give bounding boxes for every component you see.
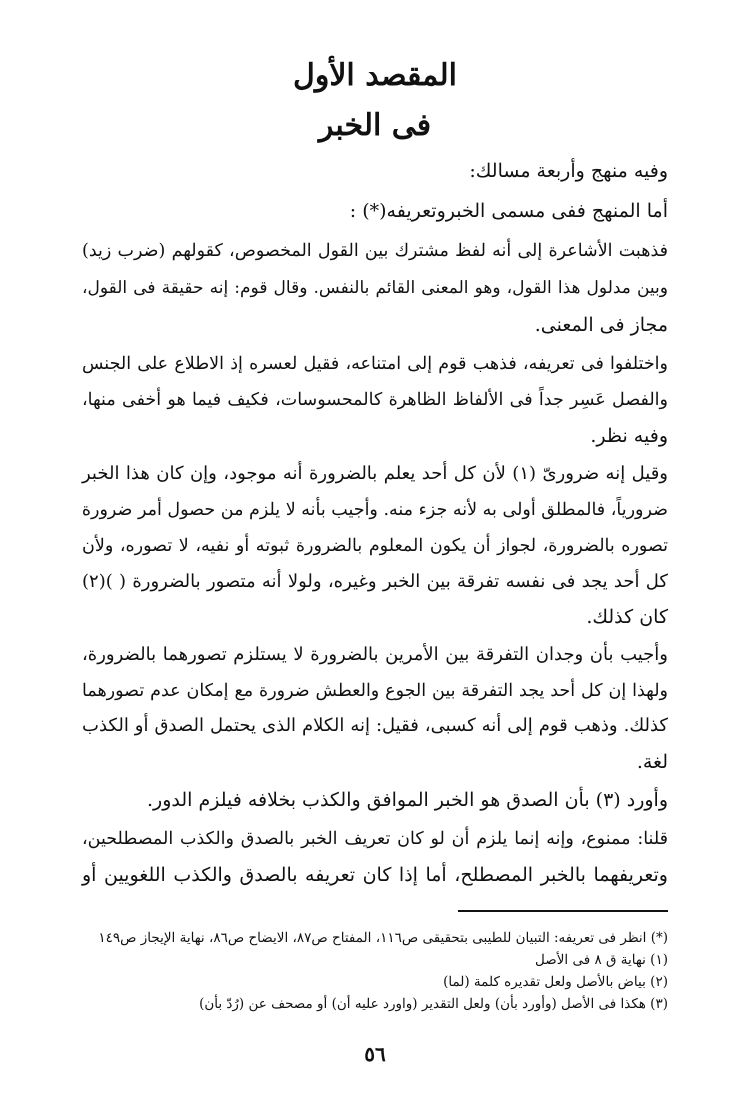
text-line: وفيه منهج وأربعة مسالك:	[469, 160, 668, 182]
text-line: وقيل إنه ضرورىّ (١) لأن كل أحد يعلم بالضرورة أنه موجود، وإن كان هذا الخبر	[82, 463, 668, 484]
footnote: (٣) هكذا فى الأصل (وأورد بأن) ولعل التقدير (واورد عليه أن) أو مصحف عن (رُدّ بأن)	[199, 996, 668, 1012]
chapter-subtitle: فى الخبر	[318, 108, 432, 143]
text-line: وأورد (٣) بأن الصدق هو الخبر الموافق والكذب بخلافه فيلزم الدور.	[147, 789, 668, 811]
footnote: (*) انظر فى تعريفه: التبيان للطيبى بتحقيقى ص١١٦، المفتاح ص٨٧، الايضاح ص٨٦، نهاية الإيجاز ص١٤٩	[98, 930, 668, 946]
footnote: (٢) بياض بالأصل ولعل تقديره كلمة (لما)	[443, 974, 668, 990]
text-line: ضرورياً، فالمطلق أولى به لأنه جزء منه. وأجيب بأنه لا يلزم من حصول أمر ضرورة	[81, 500, 668, 520]
text-line: أما المنهج ففى مسمى الخبروتعريفه(*) :	[349, 200, 668, 222]
text-line: كان كذلك.	[586, 606, 668, 628]
page-number: ٥٦	[364, 1042, 386, 1066]
chapter-title: المقصد الأول	[293, 58, 457, 93]
text-line: وأجيب بأن وجدان التفرقة بين الأمرين بالضرورة لا يستلزم تصورهما بالضرورة،	[82, 644, 668, 665]
text-line: كل أحد يجد فى نفسه تفرقة بين الخبر وغيره، ولولا أنه متصور بالضرورة ( )(٢)	[82, 571, 668, 592]
text-line: كذلك. وذهب قوم إلى أنه كسبى، فقيل: إنه الكلام الذى يحتمل الصدق أو الكذب	[82, 715, 668, 736]
text-line: مجاز فى المعنى.	[534, 314, 668, 336]
text-line: لغة.	[636, 751, 668, 773]
text-line: وبين مدلول هذا القول، وهو المعنى القائم بالنفس. وقال قوم: إنه حقيقة فى القول،	[82, 278, 668, 298]
text-line: ولهذا إن كل أحد يجد التفرقة بين الجوع والعطش ضرورة مع إمكان عدم تصورهما	[82, 681, 668, 701]
text-line: وتعريفهما بالخبر المصطلح، أما إذا كان تعريفه بالصدق والكذب اللغويين أو	[82, 864, 668, 886]
text-line: قلنا: ممنوع، وإنه إنما يلزم أن لو كان تعريف الخبر بالصدق والكذب المصطلحين،	[82, 829, 668, 849]
text-line: تصوره بالضرورة، لجواز أن يكون المعلوم بالضرورة ثبوته أو نفيه، لا تصوره، ولأن	[82, 536, 668, 556]
footnote-separator	[458, 910, 668, 912]
text-line: وفيه نظر.	[590, 425, 668, 447]
text-line: والفصل عَسِر جداً فى الألفاظ الظاهرة كالمحسوسات، فكيف فيما هو أخفى منها،	[82, 390, 668, 410]
text-line: فذهبت الأشاعرة إلى أنه لفظ مشترك بين القول المخصوص، كقولهم (ضرب زيد)	[82, 241, 668, 261]
text-line: واختلفوا فى تعريفه، فذهب قوم إلى امتناعه، فقيل لعسره إذ الاطلاع على الجنس	[82, 354, 668, 374]
footnote: (١) نهاية ق ٨ فى الأصل	[535, 952, 668, 968]
